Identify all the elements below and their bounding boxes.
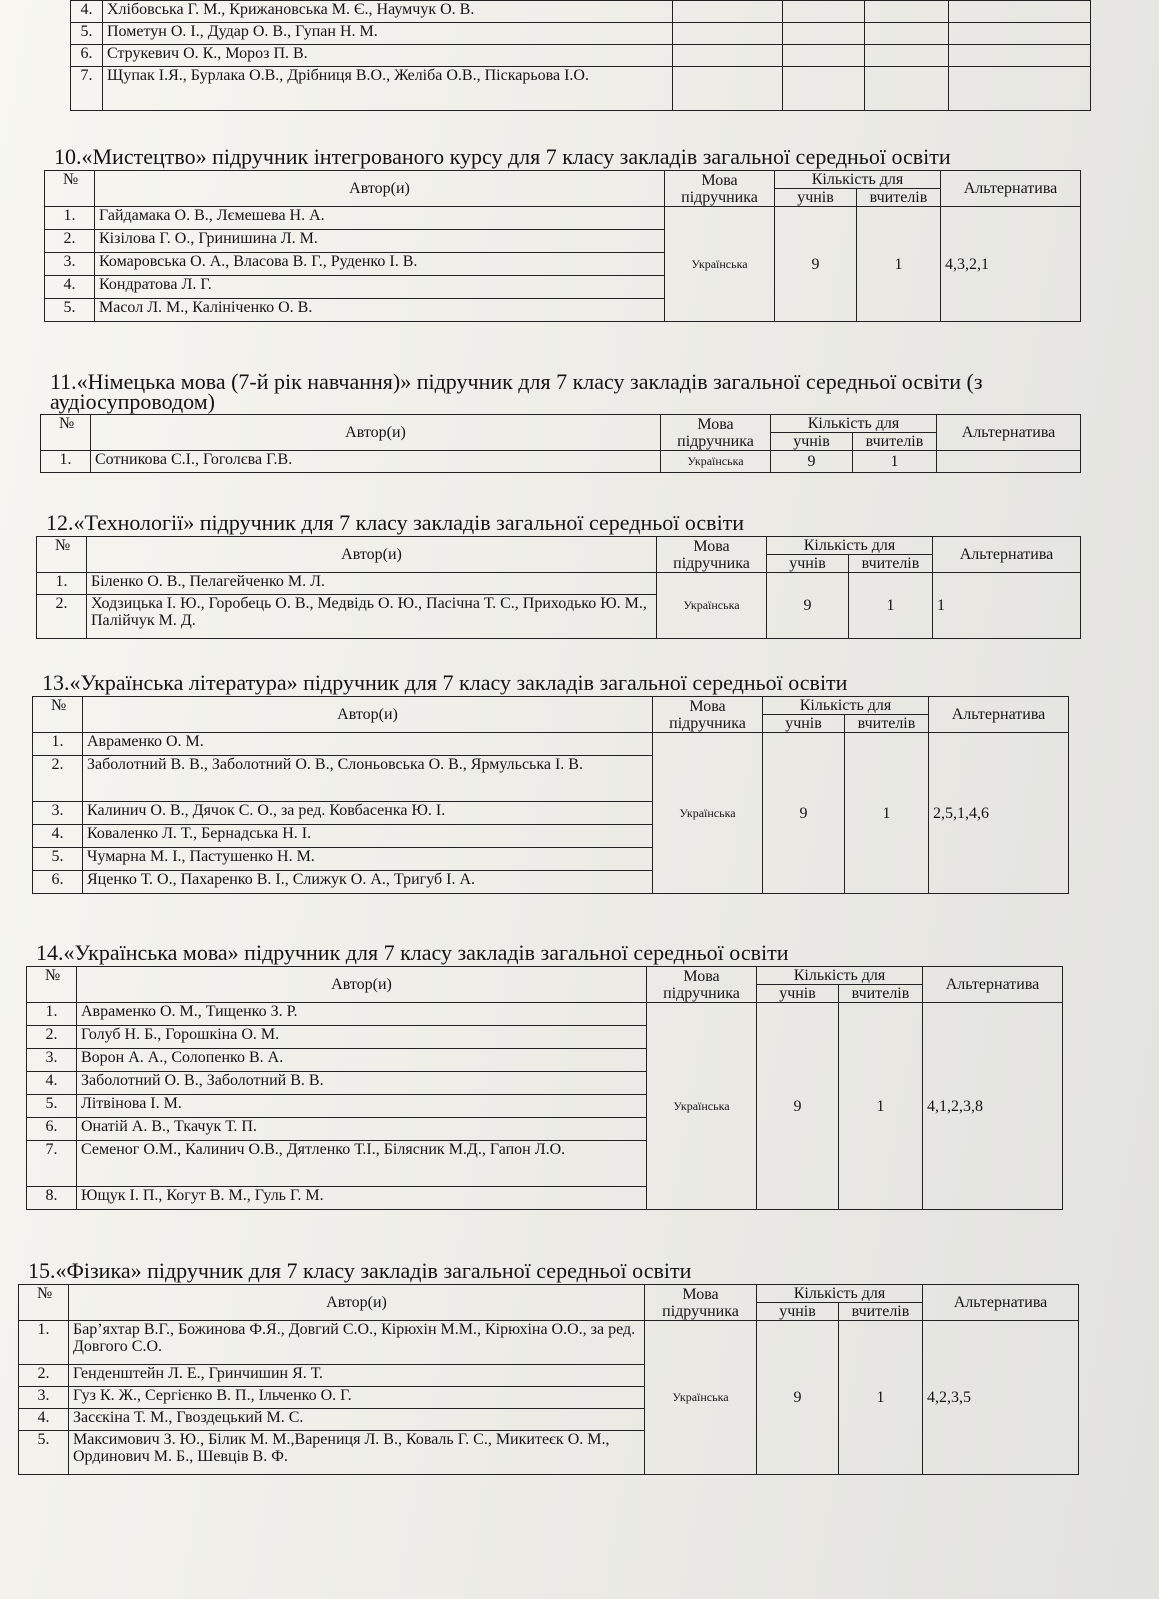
header-alt: Альтернатива	[929, 697, 1069, 733]
table-row	[41, 451, 1081, 473]
table-row	[71, 67, 1091, 111]
row-number: 1.	[41, 451, 91, 473]
textbook-table	[18, 1284, 1079, 1475]
row-author: Генденштейн Л. Е., Гринчишин Я. Т.	[69, 1365, 645, 1387]
empty-cell	[673, 1, 783, 23]
section-title: 13.«Українська література» підручник для 7 класу закладів загальної середньої освіти	[42, 670, 848, 695]
header-num: №	[27, 967, 77, 1003]
row-number: 5.	[33, 848, 83, 871]
header-lang: Мова підручника	[657, 537, 767, 573]
row-number: 4.	[45, 276, 95, 299]
row-number: 6.	[71, 45, 103, 67]
header-alt: Альтернатива	[923, 1285, 1079, 1321]
row-number: 5.	[19, 1431, 69, 1475]
row-number: 5.	[27, 1095, 77, 1118]
row-number: 1.	[19, 1321, 69, 1365]
students-count: 9	[767, 573, 849, 639]
row-number: 2.	[27, 1026, 77, 1049]
prev-table	[70, 0, 1091, 111]
header-row	[37, 537, 1081, 555]
row-author: Максимович З. Ю., Білик М. М.,Варениця Л. В., Коваль Г. С., Микитеєк О. М., Ординович М. Б., Шевців В. Ф.	[69, 1431, 645, 1475]
row-author: Щупак І.Я., Бурлака О.В., Дрібниця В.О., Желіба О.В., Піскарьова І.О.	[103, 67, 673, 111]
header-num: №	[19, 1285, 69, 1321]
table-row	[33, 733, 1069, 756]
row-number: 1.	[45, 207, 95, 230]
lang-cell: Українська	[645, 1321, 757, 1475]
section-prev-tail	[70, 0, 1090, 111]
row-number: 3.	[27, 1049, 77, 1072]
empty-cell	[949, 23, 1091, 45]
alternative-cell: 1	[933, 573, 1081, 639]
lang-cell: Українська	[661, 451, 771, 473]
header-teachers: вчителів	[845, 715, 929, 733]
header-lang: Мова підручника	[661, 415, 771, 451]
row-author: Авраменко О. М.	[83, 733, 653, 756]
row-author: Хлібовська Г. М., Крижановська М. Є., Наумчук О. В.	[103, 1, 673, 23]
lang-cell: Українська	[657, 573, 767, 639]
header-author: Автор(и)	[77, 967, 647, 1003]
empty-cell	[865, 1, 949, 23]
row-number: 1.	[37, 573, 87, 595]
empty-cell	[783, 23, 865, 45]
table-row	[45, 207, 1081, 230]
empty-cell	[949, 45, 1091, 67]
lang-cell: Українська	[647, 1003, 757, 1210]
header-lang: Мова підручника	[645, 1285, 757, 1321]
header-alt: Альтернатива	[933, 537, 1081, 573]
header-author: Автор(и)	[95, 171, 665, 207]
header-count: Кількість для	[757, 1285, 923, 1303]
header-row	[27, 967, 1063, 985]
header-alt: Альтернатива	[937, 415, 1081, 451]
row-number: 2.	[19, 1365, 69, 1387]
row-number: 5.	[71, 23, 103, 45]
row-number: 4.	[19, 1409, 69, 1431]
textbook-table	[32, 696, 1069, 894]
header-count: Кількість для	[767, 537, 933, 555]
row-number: 4.	[33, 825, 83, 848]
header-teachers: вчителів	[853, 433, 937, 451]
row-author: Пометун О. І., Дудар О. В., Гупан Н. М.	[103, 23, 673, 45]
header-num: №	[45, 171, 95, 207]
lang-cell: Українська	[665, 207, 775, 322]
teachers-count: 1	[839, 1321, 923, 1475]
section-title: 11.«Німецька мова (7-й рік навчання)» підручник для 7 класу закладів загальної середньої освіти (з аудіосупроводом)	[50, 369, 983, 414]
alternative-cell: 4,1,2,3,8	[923, 1003, 1063, 1210]
header-lang: Мова підручника	[665, 171, 775, 207]
header-row	[41, 415, 1081, 433]
teachers-count: 1	[853, 451, 937, 473]
row-number: 2.	[37, 595, 87, 639]
teachers-count: 1	[845, 733, 929, 894]
header-teachers: вчителів	[839, 985, 923, 1003]
row-number: 5.	[45, 299, 95, 322]
header-num: №	[33, 697, 83, 733]
header-alt: Альтернатива	[941, 171, 1081, 207]
students-count: 9	[771, 451, 853, 473]
row-number: 2.	[45, 230, 95, 253]
header-lang: Мова підручника	[647, 967, 757, 1003]
row-author: Заболотний О. В., Заболотний В. В.	[77, 1072, 647, 1095]
teachers-count: 1	[839, 1003, 923, 1210]
header-author: Автор(и)	[87, 537, 657, 573]
row-author: Чумарна М. І., Пастушенко Н. М.	[83, 848, 653, 871]
header-author: Автор(и)	[83, 697, 653, 733]
row-number: 1.	[33, 733, 83, 756]
header-teachers: вчителів	[839, 1303, 923, 1321]
row-author: Гайдамака О. В., Лємешева Н. А.	[95, 207, 665, 230]
row-number: 3.	[19, 1387, 69, 1409]
header-row	[19, 1285, 1079, 1303]
section-12	[36, 512, 1080, 639]
row-author: Кондратова Л. Г.	[95, 276, 665, 299]
header-row	[45, 171, 1081, 189]
row-author: Біленко О. В., Пелагейченко М. Л.	[87, 573, 657, 595]
row-author: Яценко Т. О., Пахаренко В. І., Слижук О. А., Тригуб І. А.	[83, 871, 653, 894]
section-11	[40, 369, 1080, 473]
row-number: 8.	[27, 1187, 77, 1210]
empty-cell	[783, 45, 865, 67]
row-author: Струкевич О. К., Мороз П. В.	[103, 45, 673, 67]
row-number: 6.	[33, 871, 83, 894]
header-author: Автор(и)	[91, 415, 661, 451]
row-number: 1.	[27, 1003, 77, 1026]
row-author: Онатій А. В., Ткачук Т. П.	[77, 1118, 647, 1141]
row-number: 7.	[27, 1141, 77, 1187]
section-title: 12.«Технології» підручник для 7 класу закладів загальної середньої освіти	[46, 510, 745, 535]
table-row	[19, 1321, 1079, 1365]
header-students: учнів	[771, 433, 853, 451]
header-students: учнів	[767, 555, 849, 573]
alternative-cell: 4,2,3,5	[923, 1321, 1079, 1475]
teachers-count: 1	[849, 573, 933, 639]
row-number: 3.	[33, 802, 83, 825]
header-teachers: вчителів	[857, 189, 941, 207]
header-count: Кількість для	[775, 171, 941, 189]
textbook-table	[40, 414, 1081, 473]
alternative-cell: 4,3,2,1	[941, 207, 1081, 322]
empty-cell	[673, 23, 783, 45]
header-num: №	[37, 537, 87, 573]
lang-cell: Українська	[653, 733, 763, 894]
empty-cell	[949, 1, 1091, 23]
empty-cell	[865, 67, 949, 111]
table-row	[27, 1003, 1063, 1026]
row-author: Ющук І. П., Когут В. М., Гуль Г. М.	[77, 1187, 647, 1210]
row-author: Ворон А. А., Солопенко В. А.	[77, 1049, 647, 1072]
section-14	[26, 942, 1062, 1210]
row-author: Голуб Н. Б., Горошкіна О. М.	[77, 1026, 647, 1049]
textbook-table	[26, 966, 1063, 1210]
section-15	[18, 1260, 1078, 1475]
row-author: Масол Л. М., Калініченко О. В.	[95, 299, 665, 322]
header-num: №	[41, 415, 91, 451]
empty-cell	[673, 45, 783, 67]
row-author: Комаровська О. А., Власова В. Г., Руденко І. В.	[95, 253, 665, 276]
textbook-table	[36, 536, 1081, 639]
students-count: 9	[757, 1003, 839, 1210]
table-row	[71, 23, 1091, 45]
header-students: учнів	[757, 1303, 839, 1321]
students-count: 9	[763, 733, 845, 894]
students-count: 9	[757, 1321, 839, 1475]
table-row	[71, 45, 1091, 67]
empty-cell	[783, 67, 865, 111]
header-students: учнів	[757, 985, 839, 1003]
header-teachers: вчителів	[849, 555, 933, 573]
header-lang: Мова підручника	[653, 697, 763, 733]
alternative-cell: 2,5,1,4,6	[929, 733, 1069, 894]
row-number: 4.	[27, 1072, 77, 1095]
row-author: Ходзицька І. Ю., Горобець О. В., Медвідь О. Ю., Пасічна Т. С., Приходько Ю. М., Палійчук М. Д.	[87, 595, 657, 639]
header-students: учнів	[763, 715, 845, 733]
row-author: Коваленко Л. Т., Бернадська Н. І.	[83, 825, 653, 848]
row-author: Літвінова І. М.	[77, 1095, 647, 1118]
row-author: Заболотний В. В., Заболотний О. В., Слоньовська О. В., Ярмульська І. В.	[83, 756, 653, 802]
row-author: Авраменко О. М., Тищенко З. Р.	[77, 1003, 647, 1026]
header-students: учнів	[775, 189, 857, 207]
section-title: 14.«Українська мова» підручник для 7 класу закладів загальної середньої освіти	[36, 940, 789, 965]
alternative-cell	[937, 451, 1081, 473]
textbook-table	[44, 170, 1081, 322]
row-author: Гуз К. Ж., Сергієнко В. П., Ільченко О. Г.	[69, 1387, 645, 1409]
row-author: Бар’яхтар В.Г., Божинова Ф.Я., Довгий С.О., Кірюхін М.М., Кірюхіна О.О., за ред. Довгого С.О.	[69, 1321, 645, 1365]
header-count: Кількість для	[757, 967, 923, 985]
header-count: Кількість для	[763, 697, 929, 715]
row-author: Кізілова Г. О., Гринишина Л. М.	[95, 230, 665, 253]
row-author: Засєкіна Т. М., Гвоздецький М. С.	[69, 1409, 645, 1431]
row-author: Сотникова С.І., Гоголєва Г.В.	[91, 451, 661, 473]
section-title: 15.«Фізика» підручник для 7 класу закладів загальної середньої освіти	[28, 1258, 692, 1283]
header-alt: Альтернатива	[923, 967, 1063, 1003]
row-number: 2.	[33, 756, 83, 802]
empty-cell	[865, 23, 949, 45]
section-13	[32, 672, 1068, 894]
empty-cell	[783, 1, 865, 23]
table-row	[71, 1, 1091, 23]
header-count: Кількість для	[771, 415, 937, 433]
row-author: Калинич О. В., Дячок С. О., за ред. Ковбасенка Ю. І.	[83, 802, 653, 825]
teachers-count: 1	[857, 207, 941, 322]
empty-cell	[949, 67, 1091, 111]
header-author: Автор(и)	[69, 1285, 645, 1321]
row-number: 6.	[27, 1118, 77, 1141]
row-author: Семеног О.М., Калинич О.В., Дятленко Т.І., Білясник М.Д., Гапон Л.О.	[77, 1141, 647, 1187]
header-row	[33, 697, 1069, 715]
row-number: 4.	[71, 1, 103, 23]
students-count: 9	[775, 207, 857, 322]
table-row	[37, 573, 1081, 595]
row-number: 7.	[71, 67, 103, 111]
empty-cell	[865, 45, 949, 67]
row-number: 3.	[45, 253, 95, 276]
section-title: 10.«Мистецтво» підручник інтегрованого курсу для 7 класу закладів загальної середньої освіти	[54, 144, 951, 169]
section-10	[44, 146, 1080, 322]
empty-cell	[673, 67, 783, 111]
